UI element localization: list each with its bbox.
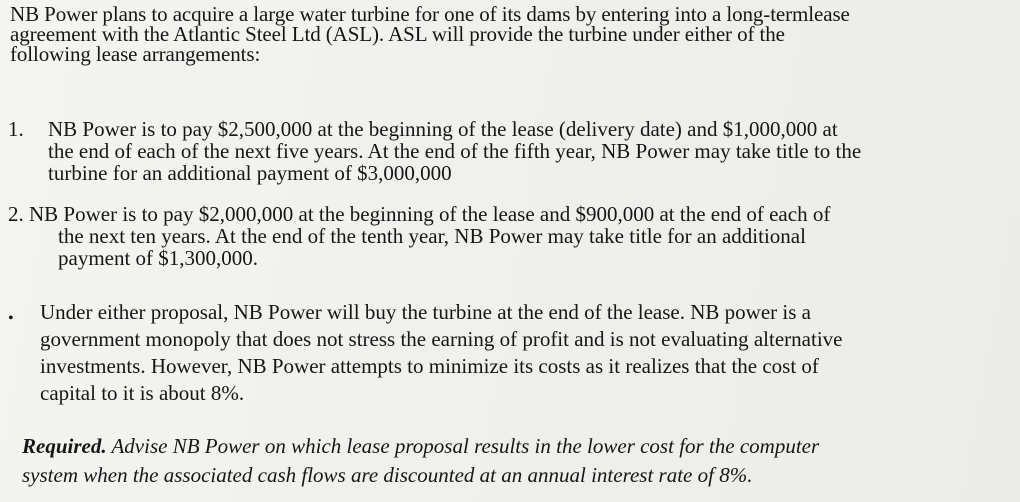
- option-number: 2.: [8, 202, 24, 226]
- lease-option-2: [8, 203, 1013, 269]
- required-text: system when the associated cash flows are discounted at an annual interest rate of 8%.: [22, 463, 753, 487]
- intro-paragraph: [10, 4, 1015, 64]
- option-line: the next ten years. At the end of the tenth year, NB Power may take title for an additional: [58, 224, 806, 248]
- option-line: the end of each of the next five years. At the end of the fifth year, NB Power may take title to the: [48, 139, 862, 163]
- required-label: Required.: [22, 434, 107, 458]
- bullet-line: Under either proposal, NB Power will buy the turbine at the end of the lease. NB power is a: [40, 300, 811, 324]
- required-text: Advise NB Power on which lease proposal results in the lower cost for the computer: [106, 434, 820, 458]
- bullet-line: investments. However, NB Power attempts to minimize its costs as it realizes that the cost of: [40, 354, 819, 378]
- intro-line: agreement with the Atlantic Steel Ltd (ASL). ASL will provide the turbine under either of the: [10, 22, 785, 46]
- intro-line: NB Power plans to acquire a large water turbine for one of its dams by entering into a long-termlease: [10, 2, 850, 26]
- bullet-marker: •: [8, 310, 14, 327]
- required-section: [22, 432, 1012, 490]
- option-line: payment of $1,300,000.: [58, 246, 259, 270]
- bullet-note: [8, 299, 1013, 407]
- option-line: NB Power is to pay $2,500,000 at the beginning of the lease (delivery date) and $1,000,000 at: [48, 117, 838, 141]
- option-line: turbine for an additional payment of $3,000,000: [48, 161, 452, 185]
- option-line: NB Power is to pay $2,000,000 at the beginning of the lease and $900,000 at the end of each of: [29, 202, 831, 226]
- intro-line: following lease arrangements:: [10, 42, 261, 66]
- bullet-line: government monopoly that does not stress the earning of profit and is not evaluating alternative: [40, 327, 843, 351]
- bullet-line: capital to it is about 8%.: [40, 381, 245, 405]
- lease-option-1: [8, 118, 1013, 184]
- option-number: 1.: [8, 117, 24, 141]
